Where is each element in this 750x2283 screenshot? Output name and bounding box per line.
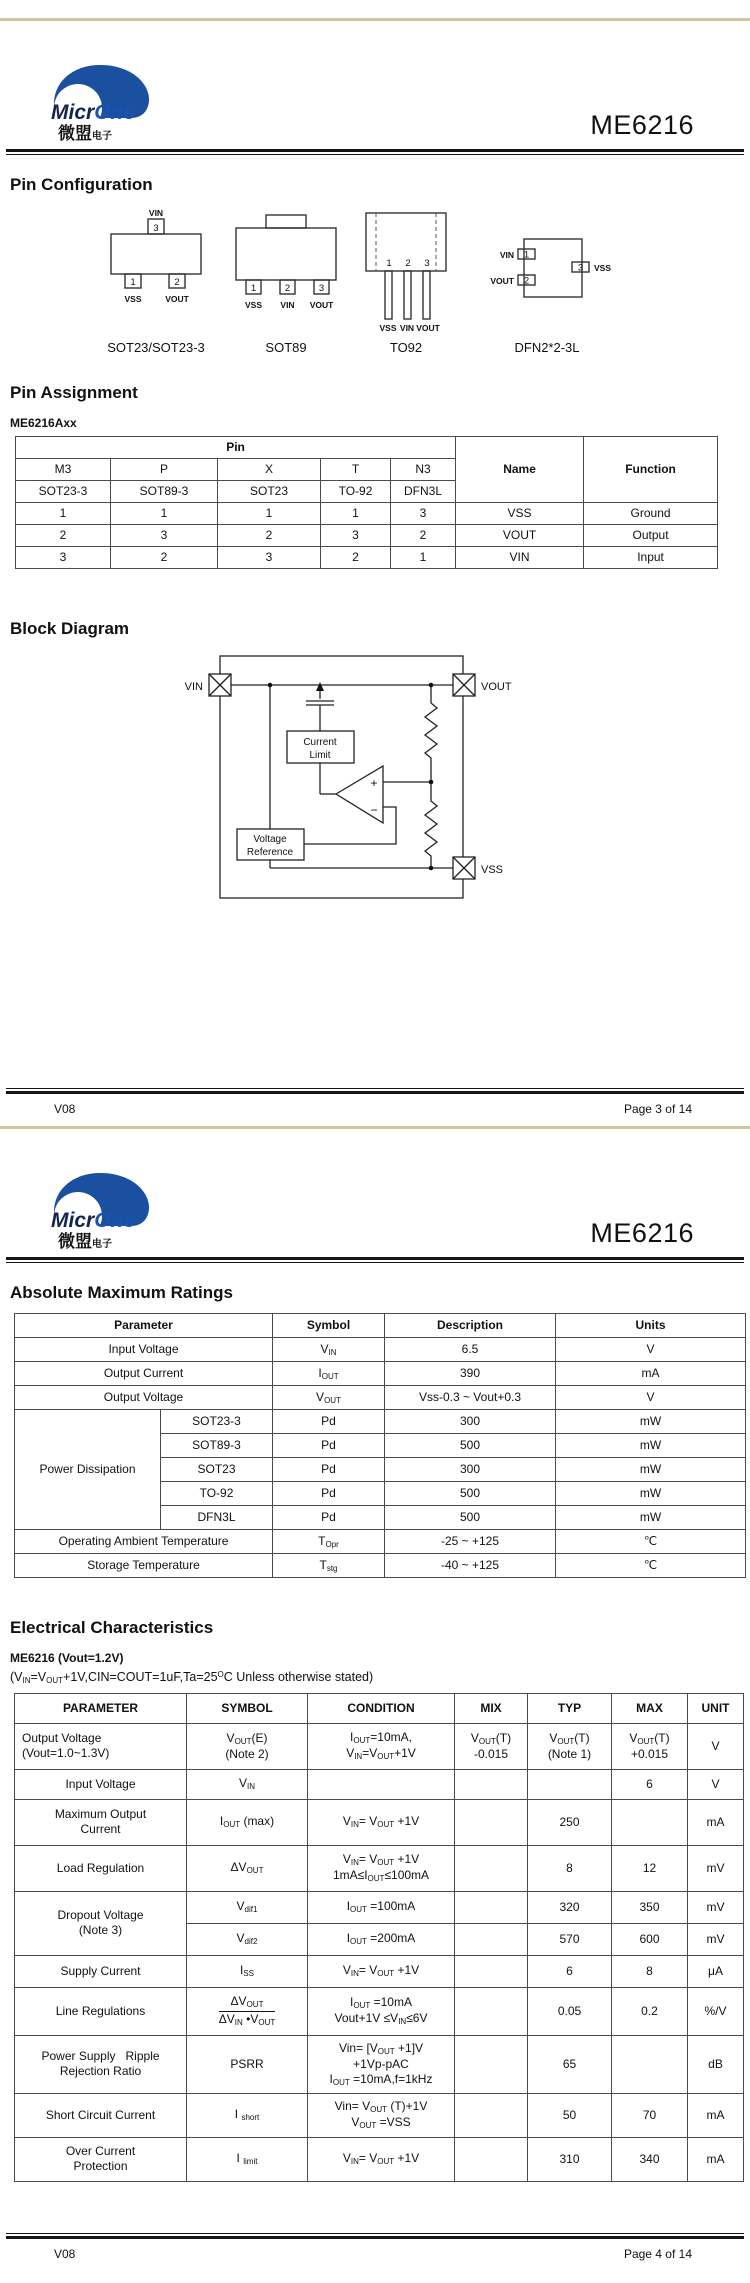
max-cell: 70	[612, 2093, 688, 2137]
typ-cell: 8	[528, 1845, 612, 1891]
svg-text:VSS: VSS	[481, 864, 504, 877]
typ-cell: 320	[528, 1891, 612, 1923]
package-cell: DFN3L	[161, 1506, 273, 1530]
svg-text:VSS: VSS	[244, 300, 263, 311]
doc-version: V08	[54, 1102, 76, 1116]
units-cell: mW	[556, 1410, 746, 1434]
svg-text:2: 2	[284, 283, 291, 295]
section-title-pin-assignment: Pin Assignment	[10, 383, 138, 403]
desc-cell: 390	[385, 1362, 556, 1386]
header-rule	[6, 149, 744, 155]
pin-cell: 2	[391, 524, 456, 546]
desc-cell: 500	[385, 1434, 556, 1458]
desc-cell: 500	[385, 1506, 556, 1530]
svg-text:2: 2	[174, 277, 180, 289]
unit-cell: mV	[688, 1923, 744, 1955]
package-caption: SOT89	[265, 340, 307, 356]
svg-text:VIN: VIN	[399, 323, 415, 334]
table-row	[15, 1723, 744, 1769]
symbol-cell: $V_{OUT}(E)$ (Note 2)	[187, 1723, 308, 1769]
mix-cell	[455, 2137, 528, 2181]
units-header-cell: Units	[556, 1314, 746, 1338]
page-number: Page 4 of 14	[623, 2247, 692, 2261]
package-diagram-to92	[350, 207, 462, 357]
mix-cell	[455, 2093, 528, 2137]
pin-cell: 1	[111, 502, 218, 524]
feedback-resistor-bottom	[425, 782, 437, 868]
symbol-cell: Pd	[273, 1506, 385, 1530]
function-cell: Output	[584, 524, 718, 546]
table-row	[15, 1987, 744, 2035]
package-name-cell: SOT23	[218, 480, 321, 502]
page-header	[44, 1143, 694, 1251]
desc-cell: 300	[385, 1410, 556, 1434]
package-caption: TO92	[389, 340, 423, 356]
section-title-absolute-maximum-ratings: Absolute Maximum Ratings	[10, 1283, 233, 1302]
ec-test-conditions: ($V_{IN}=V_{OUT}+1V,CIN=COUT=1uF,Ta=25^OC$ Unless otherwise stated)	[10, 1669, 374, 1685]
mix-cell	[455, 1987, 528, 2035]
pin-cell: 3	[111, 524, 218, 546]
table-row	[15, 1530, 746, 1554]
typ-cell: 6	[528, 1955, 612, 1987]
header-rule	[6, 1257, 744, 1263]
table-row	[15, 1799, 744, 1845]
symbol-cell: Pd	[273, 1482, 385, 1506]
symbol-cell: $V_{OUT}$	[273, 1386, 385, 1410]
param-cell: Input Voltage	[15, 1338, 273, 1362]
pin-assignment-table	[15, 436, 718, 569]
unit-cell: dB	[688, 2035, 744, 2093]
package-name-cell: TO-92	[321, 480, 391, 502]
package-code-cell: M3	[16, 458, 111, 480]
param-cell: Input Voltage	[15, 1769, 187, 1799]
pin-cell: 2	[16, 524, 111, 546]
page-header	[44, 35, 694, 143]
pin-cell: 2	[218, 524, 321, 546]
vin-terminal	[185, 674, 231, 696]
max-cell: 0.2	[612, 1987, 688, 2035]
pin-cell: 2	[321, 546, 391, 568]
symbol-cell: Pd	[273, 1410, 385, 1434]
svg-text:VOUT: VOUT	[416, 323, 440, 334]
brand-name-chinese: 微盟电子	[58, 1232, 112, 1251]
units-cell: ℃	[556, 1554, 746, 1578]
pmos-arrow-icon	[316, 682, 324, 691]
param-cell: Short Circuit Current	[15, 2093, 187, 2137]
mix-cell	[455, 1955, 528, 1987]
symbol-cell: $V_{dif2}$	[187, 1923, 308, 1955]
ec-subtitle: ME6216 (Vout=1.2V)	[10, 1650, 124, 1665]
table-row	[15, 2137, 744, 2181]
svg-text:VSS: VSS	[124, 294, 142, 305]
param-cell: Over Current Protection	[15, 2137, 187, 2181]
feedback-resistor-top	[425, 685, 437, 782]
condition-cell: $Vin= V_{OUT}$ (T)+1V $V_{OUT} =VSS$	[308, 2093, 455, 2137]
svg-text:+: +	[370, 776, 378, 791]
svg-text:1: 1	[386, 258, 392, 270]
unit-cell: mV	[688, 1891, 744, 1923]
condition-cell: $I_{OUT} =10mA$ Vout+1V $\le V_{IN}\le 6V$	[308, 1987, 455, 2035]
pin-cell: 3	[321, 524, 391, 546]
pin-cell: 2	[111, 546, 218, 568]
condition-cell: $Vin= [V_{OUT} +1]V$ +1Vp-pAC $I_{OUT} =10mA,f=1kHz$	[308, 2035, 455, 2093]
symbol-cell: $I_{SS}$	[187, 1955, 308, 1987]
footer-rule	[6, 1088, 744, 1094]
package-cell: SOT89-3	[161, 1434, 273, 1458]
package-code-cell: P	[111, 458, 218, 480]
param-cell: Storage Temperature	[15, 1554, 273, 1578]
param-cell: Load Regulation	[15, 1845, 187, 1891]
condition-cell: $I_{OUT}=10mA$, $V_{IN}=V_{OUT}+1V$	[308, 1723, 455, 1769]
symbol-cell: Pd	[273, 1434, 385, 1458]
pin-cell: 1	[16, 502, 111, 524]
table-row	[15, 1769, 744, 1799]
table-row	[15, 1554, 746, 1578]
units-cell: ℃	[556, 1530, 746, 1554]
page-footer	[0, 2233, 750, 2261]
units-cell: V	[556, 1338, 746, 1362]
typ-cell: 310	[528, 2137, 612, 2181]
pin-cell: 1	[391, 546, 456, 568]
units-cell: mW	[556, 1458, 746, 1482]
function-cell: Ground	[584, 502, 718, 524]
svg-text:Limit: Limit	[309, 750, 331, 762]
typ-cell: 65	[528, 2035, 612, 2093]
symbol-cell: I $_{short}$	[187, 2093, 308, 2137]
svg-text:Current: Current	[303, 737, 337, 749]
datasheet-page-3	[0, 35, 750, 1126]
symbol-cell: $V_{IN}$	[273, 1338, 385, 1362]
typ-cell: $V_{OUT}(T)$ (Note 1)	[528, 1723, 612, 1769]
param-cell: Operating Ambient Temperature	[15, 1530, 273, 1554]
units-cell: mW	[556, 1434, 746, 1458]
page-divider	[0, 18, 750, 21]
param-cell: Supply Current	[15, 1955, 187, 1987]
param-cell: Output Voltage	[15, 1386, 273, 1410]
table-row	[15, 2035, 744, 2093]
svg-text:2: 2	[405, 258, 411, 270]
typ-header-cell: TYP	[528, 1693, 612, 1723]
package-cell: TO-92	[161, 1482, 273, 1506]
absolute-maximum-ratings-table	[14, 1313, 746, 1578]
package-diagram-sot89	[222, 207, 350, 357]
param-cell: Line Regulations	[15, 1987, 187, 2035]
function-cell: Input	[584, 546, 718, 568]
symbol-cell: $T_{Opr}$	[273, 1530, 385, 1554]
svg-text:3: 3	[424, 258, 430, 270]
section-title-block-diagram: Block Diagram	[10, 618, 130, 638]
unit-cell: mV	[688, 1845, 744, 1891]
unit-header-cell: UNIT	[688, 1693, 744, 1723]
mix-cell	[455, 1799, 528, 1845]
package-name-cell: DFN3L	[391, 480, 456, 502]
param-cell: Maximum Output Current	[15, 1799, 187, 1845]
symbol-cell: $I_{OUT}$ (max)	[187, 1799, 308, 1845]
condition-cell: $V_{IN}= V_{OUT} +1V$	[308, 2137, 455, 2181]
table-row	[15, 1386, 746, 1410]
svg-text:−: −	[370, 803, 378, 818]
svg-text:VOUT: VOUT	[490, 276, 514, 287]
table-row	[15, 1338, 746, 1362]
symbol-cell: $\frac{\Delta V_{OUT}}{\Delta V_{IN} •V_{OUT}}$	[187, 1987, 308, 2035]
svg-text:VOUT: VOUT	[165, 294, 189, 305]
typ-cell: 570	[528, 1923, 612, 1955]
pin-configuration-diagrams	[90, 207, 750, 357]
block-diagram	[178, 649, 518, 901]
electrical-characteristics-table	[14, 1693, 744, 2182]
max-cell: $V_{OUT}(T)$ +0.015	[612, 1723, 688, 1769]
svg-text:VSS: VSS	[379, 323, 397, 334]
param-cell: Power Supply Ripple Rejection Ratio	[15, 2035, 187, 2093]
vss-terminal	[453, 857, 503, 879]
page-footer	[0, 1088, 750, 1116]
desc-cell: 6.5	[385, 1338, 556, 1362]
brand-logo	[44, 1170, 194, 1251]
svg-text:2: 2	[523, 275, 530, 287]
svg-text:3: 3	[318, 283, 325, 295]
svg-text:VOUT: VOUT	[481, 681, 512, 694]
param-cell: Power Dissipation	[15, 1410, 161, 1530]
symbol-cell: $I_{OUT}$	[273, 1362, 385, 1386]
table-row	[15, 1314, 746, 1338]
pin-cell: 3	[218, 546, 321, 568]
units-cell: mA	[556, 1362, 746, 1386]
package-name-cell: SOT23-3	[16, 480, 111, 502]
max-cell	[612, 1799, 688, 1845]
name-cell: VSS	[456, 502, 584, 524]
mix-cell	[455, 2035, 528, 2093]
datasheet-page-4	[0, 1143, 750, 2283]
page-divider	[0, 1126, 750, 1129]
condition-cell: $V_{IN}= V_{OUT} +1V$	[308, 1799, 455, 1845]
table-row	[16, 546, 718, 568]
package-caption: DFN2*2-3L	[514, 340, 580, 356]
desc-cell: 300	[385, 1458, 556, 1482]
pin-cell: 3	[16, 546, 111, 568]
brand-name: MicrOne	[51, 101, 136, 124]
mix-header-cell: MIX	[455, 1693, 528, 1723]
table-row	[15, 1955, 744, 1987]
part-number: ME6216	[590, 110, 694, 140]
pin-assignment-subtitle: ME6216Axx	[10, 415, 77, 430]
condition-cell: $V_{IN}= V_{OUT} +1V$ $1mA\le I_{OUT}\le 100mA$	[308, 1845, 455, 1891]
doc-version: V08	[54, 2247, 76, 2261]
svg-text:Voltage: Voltage	[253, 834, 287, 846]
units-cell: mW	[556, 1482, 746, 1506]
table-row	[15, 1362, 746, 1386]
svg-text:VOUT: VOUT	[309, 300, 334, 311]
max-cell	[612, 2035, 688, 2093]
svg-text:1: 1	[523, 249, 530, 261]
table-row	[16, 502, 718, 524]
vout-terminal	[453, 674, 512, 696]
condition-cell: $V_{IN}= V_{OUT} +1V$	[308, 1955, 455, 1987]
max-cell: 340	[612, 2137, 688, 2181]
param-header-cell: Parameter	[15, 1314, 273, 1338]
svg-text:VIN: VIN	[499, 250, 514, 261]
page-number: Page 3 of 14	[623, 1102, 692, 1116]
svg-text:VSS: VSS	[594, 263, 612, 274]
param-cell: Dropout Voltage (Note 3)	[15, 1891, 187, 1955]
name-cell: VOUT	[456, 524, 584, 546]
svg-text:VIN: VIN	[148, 208, 164, 219]
unit-cell: mA	[688, 2137, 744, 2181]
table-row	[15, 1410, 746, 1434]
units-cell: mW	[556, 1506, 746, 1530]
table-row	[15, 1693, 744, 1723]
package-name-cell: SOT89-3	[111, 480, 218, 502]
package-cell: SOT23-3	[161, 1410, 273, 1434]
unit-cell: μA	[688, 1955, 744, 1987]
mix-cell	[455, 1891, 528, 1923]
desc-cell: Vss-0.3 ~ Vout+0.3	[385, 1386, 556, 1410]
unit-cell: %/V	[688, 1987, 744, 2035]
package-diagram-sot23	[90, 207, 222, 357]
svg-text:VIN: VIN	[280, 300, 295, 311]
pin-cell: 1	[321, 502, 391, 524]
typ-cell: 250	[528, 1799, 612, 1845]
svg-text:VIN: VIN	[184, 681, 203, 694]
param-cell: Output Current	[15, 1362, 273, 1386]
section-title-electrical-characteristics: Electrical Characteristics	[10, 1618, 214, 1638]
table-row	[15, 2093, 744, 2137]
desc-cell: 500	[385, 1482, 556, 1506]
symbol-cell: $T_{stg}$	[273, 1554, 385, 1578]
condition-cell: $I_{OUT} =100mA$	[308, 1891, 455, 1923]
symbol-header-cell: SYMBOL	[187, 1693, 308, 1723]
table-row	[16, 524, 718, 546]
unit-cell: V	[688, 1723, 744, 1769]
condition-cell: $I_{OUT} =200mA$	[308, 1923, 455, 1955]
pin-cell: 3	[391, 502, 456, 524]
package-code-cell: N3	[391, 458, 456, 480]
brand-logo-graphic	[44, 1170, 156, 1232]
max-cell: 350	[612, 1891, 688, 1923]
table-row	[16, 436, 718, 458]
symbol-cell: PSRR	[187, 2035, 308, 2093]
symbol-cell: $\Delta V_{OUT}$	[187, 1845, 308, 1891]
symbol-cell: I $_{limit}$	[187, 2137, 308, 2181]
svg-text:3: 3	[153, 223, 159, 235]
package-cell: SOT23	[161, 1458, 273, 1482]
condition-cell	[308, 1769, 455, 1799]
brand-name-chinese: 微盟电子	[58, 124, 112, 143]
typ-cell	[528, 1769, 612, 1799]
symbol-cell: $V_{IN}$	[187, 1769, 308, 1799]
mix-cell	[455, 1845, 528, 1891]
mix-cell: $V_{OUT}(T)$ -0.015	[455, 1723, 528, 1769]
section-title-pin-configuration: Pin Configuration	[10, 175, 153, 194]
desc-cell: -25 ~ +125	[385, 1530, 556, 1554]
param-header-cell: PARAMETER	[15, 1693, 187, 1723]
svg-text:3: 3	[577, 262, 584, 274]
mix-cell	[455, 1769, 528, 1799]
max-cell: 8	[612, 1955, 688, 1987]
unit-cell: V	[688, 1769, 744, 1799]
table-row	[15, 1891, 744, 1923]
footer-rule	[6, 2233, 744, 2239]
symbol-cell: $V_{dif1}$	[187, 1891, 308, 1923]
typ-cell: 0.05	[528, 1987, 612, 2035]
svg-text:Reference: Reference	[246, 847, 294, 859]
package-caption: SOT23/SOT23-3	[107, 340, 205, 356]
param-cell: Output Voltage (Vout=1.0~1.3V)	[15, 1723, 187, 1769]
pin-header-cell: Pin	[16, 436, 456, 458]
brand-logo	[44, 62, 194, 143]
units-cell: V	[556, 1386, 746, 1410]
package-diagram-dfn	[462, 207, 632, 357]
brand-logo-graphic	[44, 62, 156, 124]
max-cell: 6	[612, 1769, 688, 1799]
svg-text:1: 1	[130, 277, 136, 289]
part-number: ME6216	[590, 1218, 694, 1248]
mix-cell	[455, 1923, 528, 1955]
max-cell: 12	[612, 1845, 688, 1891]
package-code-cell: X	[218, 458, 321, 480]
max-header-cell: MAX	[612, 1693, 688, 1723]
max-cell: 600	[612, 1923, 688, 1955]
symbol-header-cell: Symbol	[273, 1314, 385, 1338]
svg-text:1: 1	[250, 283, 257, 295]
typ-cell: 50	[528, 2093, 612, 2137]
name-cell: VIN	[456, 546, 584, 568]
desc-cell: -40 ~ +125	[385, 1554, 556, 1578]
table-row	[15, 1845, 744, 1891]
desc-header-cell: Description	[385, 1314, 556, 1338]
brand-name: MicrOne	[51, 1209, 136, 1232]
name-header-cell: Name	[456, 436, 584, 502]
symbol-cell: Pd	[273, 1458, 385, 1482]
package-code-cell: T	[321, 458, 391, 480]
pin-cell: 1	[218, 502, 321, 524]
unit-cell: mA	[688, 2093, 744, 2137]
condition-header-cell: CONDITION	[308, 1693, 455, 1723]
unit-cell: mA	[688, 1799, 744, 1845]
function-header-cell: Function	[584, 436, 718, 502]
